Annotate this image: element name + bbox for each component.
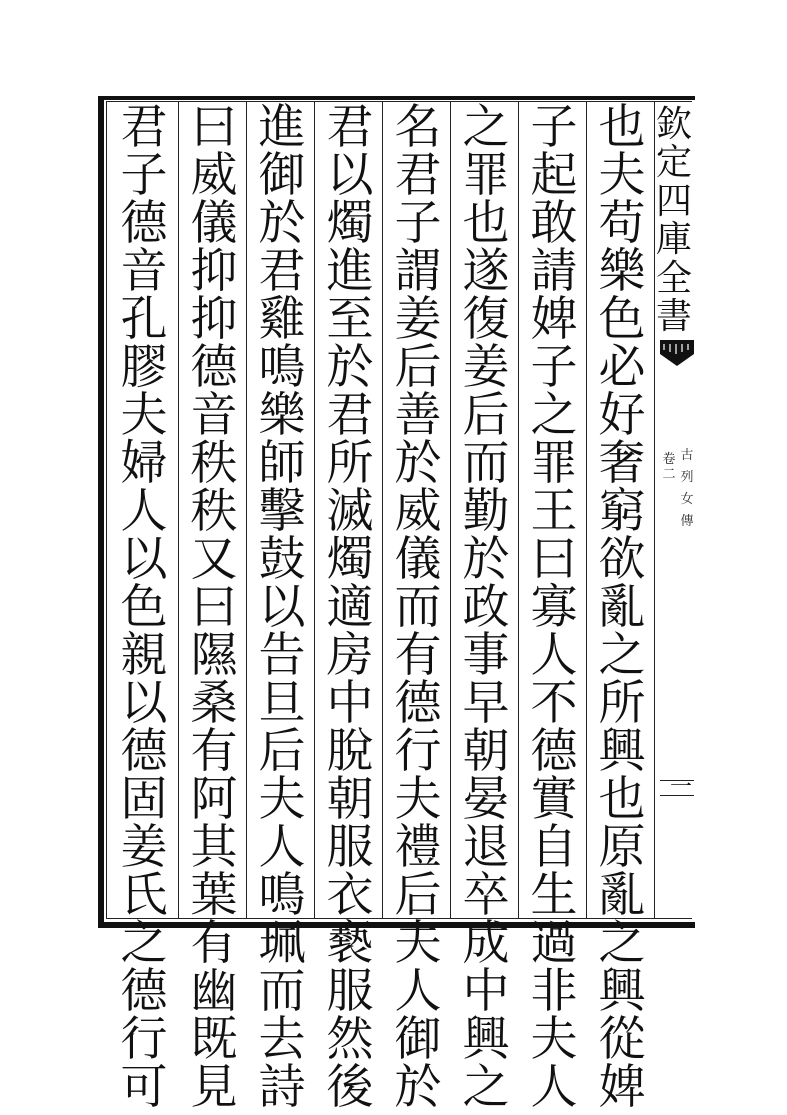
text-char: 以: [120, 532, 168, 587]
text-char: 鳴: [258, 868, 306, 923]
text-char: 亂: [598, 580, 646, 635]
text-char: 早: [462, 676, 510, 731]
text-char: 適: [326, 580, 374, 635]
text-char: 德: [120, 964, 168, 1019]
text-char: 所: [598, 676, 646, 731]
text-char: 親: [120, 628, 168, 683]
volume-char: 卷: [662, 452, 676, 467]
text-char: 行: [394, 724, 442, 779]
text-char: 於: [326, 340, 374, 395]
text-char: 衣: [326, 868, 374, 923]
text-char: 婦: [120, 436, 168, 491]
text-char: 服: [326, 820, 374, 875]
text-column-4: [387, 100, 449, 1115]
book-name-char: 古: [680, 448, 694, 463]
text-char: 中: [462, 964, 510, 1019]
text-char: 以: [258, 580, 306, 635]
book-name-label: [680, 445, 694, 533]
text-char: 姜: [394, 292, 442, 347]
text-char: 后: [258, 724, 306, 779]
text-char: 樂: [598, 244, 646, 299]
text-column-5: [319, 100, 381, 1115]
title-char: 全: [655, 257, 692, 299]
text-char: 所: [326, 436, 374, 491]
text-char: 謂: [394, 244, 442, 299]
text-char: 子: [530, 100, 578, 155]
text-char: 中: [326, 676, 374, 731]
title-char: 定: [655, 142, 692, 184]
book-name-char: 女: [680, 492, 694, 507]
book-name-char: 列: [680, 470, 694, 485]
text-column-2: [523, 100, 585, 1115]
text-char: 也: [598, 100, 646, 155]
text-char: 實: [530, 772, 578, 827]
text-char: 奢: [598, 436, 646, 491]
text-char: 進: [258, 100, 306, 155]
text-char: 燭: [326, 196, 374, 251]
text-char: 見: [190, 1060, 238, 1115]
text-char: 君: [120, 100, 168, 155]
text-column-8: [113, 100, 175, 1115]
text-char: 禮: [394, 820, 442, 875]
column-rule: [314, 101, 315, 919]
text-char: 君: [326, 100, 374, 155]
text-char: 原: [598, 820, 646, 875]
text-char: 燭: [326, 532, 374, 587]
text-char: 后: [462, 388, 510, 443]
text-char: 亂: [598, 868, 646, 923]
text-char: 阿: [190, 772, 238, 827]
text-char: 窮: [598, 484, 646, 539]
text-char: 褻: [326, 916, 374, 971]
text-char: 卒: [462, 868, 510, 923]
text-char: 孔: [120, 292, 168, 347]
text-char: 之: [598, 916, 646, 971]
text-char: 色: [598, 292, 646, 347]
text-char: 師: [258, 436, 306, 491]
text-char: 事: [462, 628, 510, 683]
text-char: 朝: [462, 724, 510, 779]
column-rule: [450, 101, 451, 919]
text-char: 德: [394, 676, 442, 731]
text-char: 之: [530, 388, 578, 443]
text-char: 子: [530, 340, 578, 395]
text-char: 而: [258, 964, 306, 1019]
text-char: 晏: [462, 772, 510, 827]
text-char: 自: [530, 820, 578, 875]
text-char: 興: [598, 724, 646, 779]
text-char: 子: [120, 148, 168, 203]
text-char: 威: [394, 484, 442, 539]
text-char: 人: [120, 484, 168, 539]
text-char: 德: [190, 340, 238, 395]
text-char: 從: [598, 1012, 646, 1067]
text-char: 固: [120, 772, 168, 827]
text-char: 秩: [190, 484, 238, 539]
text-char: 夫: [394, 772, 442, 827]
title-char: 庫: [655, 219, 692, 261]
text-char: 請: [530, 244, 578, 299]
text-char: 起: [530, 148, 578, 203]
text-column-7: [183, 100, 245, 1115]
text-char: 行: [120, 1012, 168, 1067]
text-char: 夫: [120, 388, 168, 443]
column-rule: [246, 101, 247, 919]
text-char: 可: [120, 1060, 168, 1115]
text-char: 告: [258, 628, 306, 683]
text-char: 其: [190, 820, 238, 875]
text-char: 子: [394, 196, 442, 251]
title-char: 四: [655, 180, 692, 222]
text-char: 氏: [120, 868, 168, 923]
text-char: 朝: [326, 772, 374, 827]
text-char: 隰: [190, 628, 238, 683]
text-char: 之: [462, 1060, 510, 1115]
text-char: 君: [394, 148, 442, 203]
text-char: 擊: [258, 484, 306, 539]
text-char: 德: [120, 196, 168, 251]
text-char: 生: [530, 868, 578, 923]
text-char: 王: [530, 484, 578, 539]
text-char: 既: [190, 1012, 238, 1067]
text-char: 政: [462, 580, 510, 635]
text-char: 抑: [190, 292, 238, 347]
text-char: 之: [120, 916, 168, 971]
text-char: 興: [462, 1012, 510, 1067]
text-char: 后: [394, 340, 442, 395]
text-char: 也: [462, 196, 510, 251]
text-char: 幽: [190, 964, 238, 1019]
text-char: 鼓: [258, 532, 306, 587]
text-char: 君: [326, 388, 374, 443]
text-char: 欲: [598, 532, 646, 587]
text-char: 復: [462, 292, 510, 347]
text-char: 抑: [190, 244, 238, 299]
text-char: 曰: [190, 100, 238, 155]
text-char: 音: [120, 244, 168, 299]
volume-char: 二: [662, 467, 676, 482]
text-char: 曰: [190, 580, 238, 635]
text-char: 遂: [462, 244, 510, 299]
text-char: 有: [394, 628, 442, 683]
page-number-rule: [660, 795, 694, 796]
text-char: 至: [326, 292, 374, 347]
text-char: 於: [258, 196, 306, 251]
column-rule: [518, 101, 519, 919]
text-char: 成: [462, 916, 510, 971]
text-char: 珮: [258, 916, 306, 971]
text-char: 苟: [598, 196, 646, 251]
text-char: 也: [598, 772, 646, 827]
text-char: 人: [258, 820, 306, 875]
text-char: 好: [598, 388, 646, 443]
text-char: 有: [190, 916, 238, 971]
text-char: 德: [530, 724, 578, 779]
text-char: 儀: [190, 196, 238, 251]
text-char: 又: [190, 532, 238, 587]
text-char: 以: [326, 148, 374, 203]
text-char: 夫: [598, 148, 646, 203]
text-char: 之: [598, 628, 646, 683]
text-char: 鳴: [258, 340, 306, 395]
text-char: 服: [326, 964, 374, 1019]
text-char: 秩: [190, 436, 238, 491]
text-char: 敢: [530, 196, 578, 251]
text-char: 御: [258, 148, 306, 203]
text-char: 名: [394, 100, 442, 155]
text-char: 非: [530, 964, 578, 1019]
fishtail-mark-icon: [660, 340, 694, 370]
text-char: 姜: [120, 820, 168, 875]
text-char: 德: [120, 724, 168, 779]
text-char: 雞: [258, 292, 306, 347]
text-char: 勤: [462, 484, 510, 539]
text-char: 而: [394, 580, 442, 635]
text-char: 姜: [462, 340, 510, 395]
column-rule: [382, 101, 383, 919]
text-char: 威: [190, 148, 238, 203]
text-char: 善: [394, 388, 442, 443]
text-char: 而: [462, 436, 510, 491]
text-char: 音: [190, 388, 238, 443]
text-char: 於: [462, 532, 510, 587]
text-char: 婢: [598, 1060, 646, 1115]
text-char: 葉: [190, 868, 238, 923]
text-char: 曰: [530, 532, 578, 587]
text-char: 之: [462, 100, 510, 155]
text-char: 人: [530, 628, 578, 683]
text-char: 夫: [530, 1012, 578, 1067]
text-char: 膠: [120, 340, 168, 395]
text-char: 去: [258, 1012, 306, 1067]
text-column-3: [455, 100, 517, 1115]
text-char: 儀: [394, 532, 442, 587]
text-char: 退: [462, 820, 510, 875]
text-char: 人: [394, 964, 442, 1019]
text-char: 不: [530, 676, 578, 731]
text-char: 罪: [462, 148, 510, 203]
text-char: 寡: [530, 580, 578, 635]
text-char: 然: [326, 1012, 374, 1067]
text-char: 君: [258, 244, 306, 299]
text-char: 樂: [258, 388, 306, 443]
text-char: 進: [326, 244, 374, 299]
text-char: 罪: [530, 436, 578, 491]
text-char: 以: [120, 676, 168, 731]
text-char: 婢: [530, 292, 578, 347]
text-char: 夫: [258, 772, 306, 827]
text-char: 桑: [190, 676, 238, 731]
text-char: 御: [394, 1012, 442, 1067]
text-char: 夫: [394, 916, 442, 971]
text-char: 於: [394, 436, 442, 491]
column-rule: [586, 101, 587, 919]
column-rule: [178, 101, 179, 919]
text-char: 過: [530, 916, 578, 971]
text-char: 滅: [326, 484, 374, 539]
text-column-6: [251, 100, 313, 1115]
text-char: 必: [598, 340, 646, 395]
text-char: 詩: [258, 1060, 306, 1115]
text-char: 后: [394, 868, 442, 923]
text-char: 旦: [258, 676, 306, 731]
page-number: 一: [669, 775, 692, 800]
title-char: 書: [655, 295, 692, 337]
text-column-1: [591, 100, 653, 1115]
text-char: 色: [120, 580, 168, 635]
text-char: 後: [326, 1060, 374, 1115]
title-char: 欽: [655, 104, 692, 145]
volume-label: [662, 452, 676, 482]
book-name-char: 傳: [680, 514, 694, 529]
text-char: 人: [530, 1060, 578, 1115]
text-char: 房: [326, 628, 374, 683]
book-series-title: [654, 106, 694, 336]
text-char: 興: [598, 964, 646, 1019]
text-char: 有: [190, 724, 238, 779]
text-char: 於: [394, 1060, 442, 1115]
text-char: 脫: [326, 724, 374, 779]
